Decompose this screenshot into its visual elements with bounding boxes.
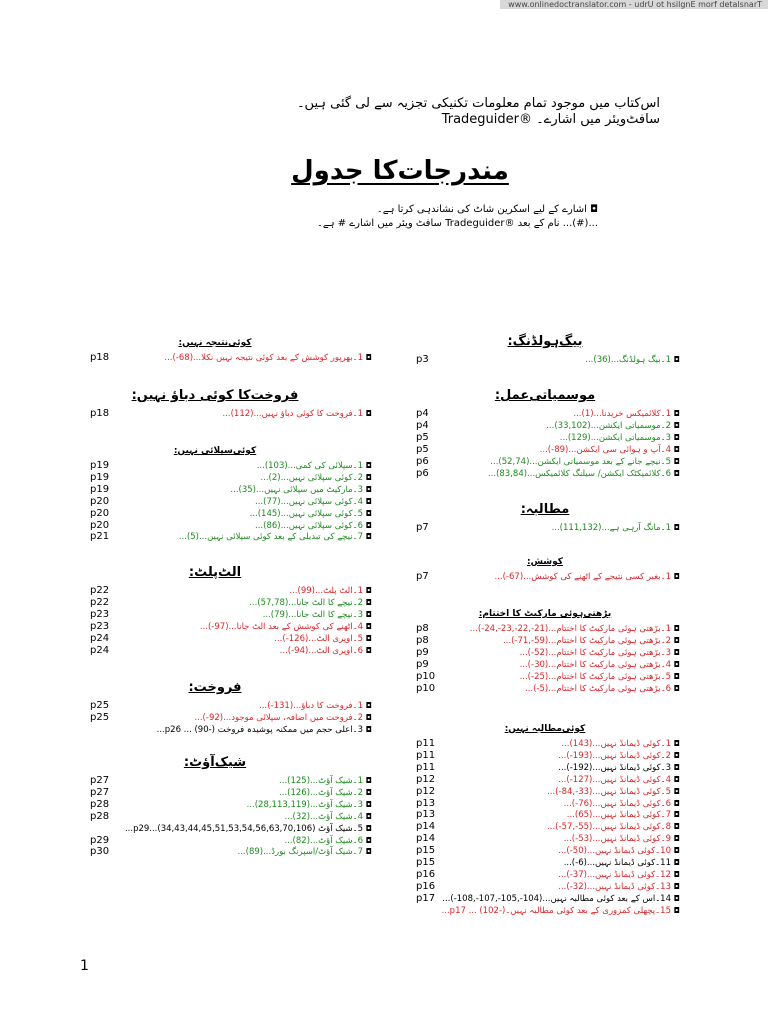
screenshot-marker-icon: ◘ <box>673 739 680 748</box>
toc-page-ref: p29 <box>90 834 110 846</box>
toc-entry-text: 1۔فروخت کا دباؤ...(131-)... <box>259 701 363 711</box>
screenshot-marker-icon: ◘ <box>673 523 680 532</box>
toc-entry[interactable] <box>284 835 372 847</box>
toc-entry-text: 13۔کوئی ڈیمانڈ نہیں...(32-)... <box>558 881 671 892</box>
screenshot-marker-icon: ◘ <box>673 858 680 867</box>
toc-page-ref: p16 <box>416 868 436 880</box>
toc-entry-text: 1۔بڑھتی ہوئی مارکیٹ کا اختتام...(21-,22-,23-,24-)... <box>469 624 671 634</box>
toc-page-ref: p24 <box>90 644 110 656</box>
toc-page-ref: p23 <box>90 608 110 620</box>
toc-entry[interactable] <box>250 508 372 520</box>
screenshot-marker-icon: ◘ <box>365 353 372 362</box>
toc-page-ref: p20 <box>90 507 110 519</box>
screenshot-marker-icon: ◘ <box>673 444 680 454</box>
left-section-title: کوئی‌نتیجہ نہیں: <box>178 338 252 348</box>
right-section-title: بڑھتی‌ہوئی مارکیٹ کا اختتام: <box>478 609 612 619</box>
toc-entry[interactable] <box>247 799 372 811</box>
toc-entry[interactable] <box>564 857 680 869</box>
toc-entry[interactable] <box>564 833 680 845</box>
toc-entry-text: 1۔بیگ ہولڈنگ...(36)... <box>585 355 671 365</box>
toc-entry-text: 7۔کوئی ڈیمانڈ نہیں...(65)... <box>566 810 671 821</box>
screenshot-marker-icon: ◘ <box>673 846 680 856</box>
screenshot-marker-icon: ◘ <box>673 659 680 669</box>
toc-page-ref: p11 <box>416 749 436 761</box>
toc-entry-text: 3۔شیک آؤٹ...(28,113,119)... <box>246 799 363 810</box>
toc-page-ref: p22 <box>90 585 110 596</box>
screenshot-marker-icon: ◘ <box>365 461 372 470</box>
screenshot-marker-icon: ◘ <box>673 355 680 364</box>
toc-entry-text: 14۔اس کے بعد کوئی مطالبہ نہیں...(104-,105-,107-,108-)... <box>442 893 671 904</box>
toc-page-ref: p11 <box>416 738 436 749</box>
toc-entry-text: 1۔الٹ پلٹ...(99)... <box>289 586 363 596</box>
right-section-title: مطالبہ: <box>520 502 570 517</box>
screenshot-marker-icon: ◘ <box>673 905 680 915</box>
screenshot-marker-icon: ◘ <box>673 786 680 796</box>
screenshot-marker-icon: ◘ <box>673 647 680 657</box>
toc-entry-text: 15۔پچھلی کمزوری کے بعد کوئی مطالبہ نہیں۔p17 ... (102-)... <box>441 905 671 916</box>
screenshot-marker-icon: ◘ <box>365 823 372 833</box>
toc-entry-text: 1۔بغیر کسی نتیجے کے اٹھنے کی کوشش...(67-)... <box>494 572 671 582</box>
toc-entry[interactable] <box>238 846 372 858</box>
toc-entry-text: 5۔شیک آؤٹ p29...(34,43,44,45,51,53,54,56,63,70,106)... <box>124 823 363 834</box>
toc-entry[interactable] <box>547 821 680 833</box>
toc-entry-text: 1۔سپلائی کی کمی...(103)... <box>256 461 363 471</box>
toc-entry[interactable] <box>259 700 372 712</box>
toc-entry-text: 4۔بڑھتی ہوئی مارکیٹ کا اختتام...(30-)... <box>519 659 671 670</box>
toc-entry-text: 2۔بڑھتی ہوئی مارکیٹ کا اختتام...(59-,71-)... <box>502 635 671 646</box>
toc-entry-text: 3۔اعلی حجم میں ممکنہ پوشیدہ فروخت p26 ... (90-)... <box>156 724 363 735</box>
toc-page-ref: p11 <box>416 761 436 773</box>
toc-entry[interactable] <box>260 472 372 484</box>
toc-entry[interactable] <box>520 659 680 671</box>
toc-entry[interactable] <box>164 352 372 364</box>
toc-page-ref: p3 <box>416 354 429 365</box>
intro-line-2: سافٹ‌ویئر میں اشارے۔ ®Tradeguider <box>441 112 660 127</box>
toc-page-ref: p28 <box>90 810 110 822</box>
screenshot-marker-icon: ◘ <box>673 834 680 844</box>
toc-entry[interactable] <box>503 635 680 647</box>
screenshot-marker-icon: ◘ <box>673 774 680 784</box>
toc-page-ref: p28 <box>90 798 110 810</box>
screenshot-marker-icon: ◘ <box>365 472 372 482</box>
toc-entry[interactable] <box>179 531 372 543</box>
toc-entry-text: 6۔کلائمیکٹک ایکشن/ سیلنگ کلائمیکس...(83,84)... <box>487 468 671 479</box>
toc-entry-text: 1۔مانگ آرہی ہے...(111,132)... <box>551 523 671 533</box>
toc-page-ref: p4 <box>416 419 429 431</box>
toc-page-ref: p15 <box>416 857 436 868</box>
screenshot-marker-icon: ◘ <box>673 762 680 772</box>
toc-entry[interactable] <box>573 408 680 420</box>
toc-entry[interactable] <box>525 683 680 695</box>
toc-entry[interactable] <box>488 468 680 480</box>
toc-entry-text: 1۔کوئی ڈیمانڈ نہیں...(143)... <box>561 739 671 749</box>
screenshot-marker-icon: ◘ <box>673 822 680 832</box>
screenshot-marker-icon: ◘ <box>365 586 372 595</box>
right-section-title: کوشش: <box>526 557 564 567</box>
toc-page-ref: p19 <box>90 460 110 471</box>
toc-page-ref: p14 <box>416 833 436 845</box>
toc-entry-text: 4۔شیک آؤٹ...(32)... <box>284 811 363 822</box>
screenshot-marker-icon: ◘ <box>365 633 372 643</box>
toc-entry-text: 2۔فروخت میں اضافہ، سپلائی موجود...(92-)... <box>194 712 363 723</box>
toc-page-ref: p19 <box>90 483 110 495</box>
right-section-title: کوئی‌مطالبہ نہیں: <box>504 724 586 734</box>
screenshot-marker-icon: ◘ <box>365 520 372 530</box>
toc-entry[interactable] <box>125 823 372 835</box>
toc-entry[interactable] <box>494 571 680 583</box>
toc-entry[interactable] <box>157 724 372 736</box>
screenshot-marker-icon: ◘ <box>365 496 372 506</box>
toc-entry-text: 5۔نیچے جانے کے بعد موسمیاتی ایکشن...(52,74)... <box>490 456 671 467</box>
toc-entry-text: 9۔کوئی ڈیمانڈ نہیں...(53-)... <box>563 834 671 845</box>
toc-page-ref: p8 <box>416 634 429 646</box>
toc-page-ref: p27 <box>90 786 110 798</box>
toc-entry[interactable] <box>279 775 372 787</box>
screenshot-marker-icon: ◘ <box>365 597 372 607</box>
toc-entry[interactable] <box>558 762 680 774</box>
toc-page-ref: p20 <box>90 495 110 507</box>
toc-page-ref: p9 <box>416 658 429 670</box>
screenshot-marker-icon: ◘ <box>673 798 680 808</box>
toc-entry[interactable] <box>547 786 680 798</box>
toc-page-ref: p18 <box>90 352 110 363</box>
toc-page-ref: p25 <box>90 700 110 711</box>
screenshot-marker-icon: ◘ <box>365 787 372 797</box>
toc-page-ref: p14 <box>416 821 436 833</box>
toc-entry-text: 4۔اٹھنے کی کوشش کے بعد الٹ جانا...(97-)... <box>199 621 363 632</box>
toc-page-ref: p7 <box>416 571 429 582</box>
toc-entry-text: 4۔کوئی ڈیمانڈ نہیں...(127-)... <box>558 774 671 785</box>
screenshot-marker-icon: ◘ <box>365 811 372 821</box>
toc-entry[interactable] <box>279 787 372 799</box>
toc-entry-text: 5۔اوپری الٹ...(126-)... <box>274 633 363 644</box>
toc-entry-text: 2۔نیچے کا الٹ جانا...(57,78)... <box>249 597 363 608</box>
toc-entry[interactable] <box>263 609 372 621</box>
toc-page-ref: p23 <box>90 620 110 632</box>
screenshot-marker-icon: ◘ <box>673 683 680 693</box>
toc-page-ref: p24 <box>90 632 110 644</box>
screenshot-marker-icon: ◘ <box>673 456 680 466</box>
toc-entry[interactable] <box>564 798 680 810</box>
toc-page-ref: p27 <box>90 775 110 786</box>
screenshot-marker-icon: ◘ <box>365 621 372 631</box>
left-section-title: فروخت‌کا کوئی دباؤ نہیں: <box>131 388 299 403</box>
toc-page-ref: p21 <box>90 531 110 543</box>
toc-page-ref: p30 <box>90 846 110 858</box>
toc-entry-text: 3۔کوئی ڈیمانڈ نہیں...(192-)... <box>558 762 671 773</box>
toc-entry-text: 3۔مارکیٹ میں سپلائی نہیں...(35)... <box>230 484 363 495</box>
toc-page-ref: p7 <box>416 522 429 533</box>
toc-entry-text: 2۔کوئی سپلائی نہیں...(2)... <box>260 472 363 483</box>
toc-entry[interactable] <box>223 408 373 420</box>
screenshot-marker-icon: ◘ <box>673 572 680 581</box>
toc-entry[interactable] <box>558 774 680 786</box>
toc-entry[interactable] <box>561 738 680 750</box>
toc-entry-text: 3۔موسمیاتی ایکشن...(129)... <box>559 432 671 443</box>
toc-page-ref: p4 <box>416 408 429 419</box>
screenshot-marker-icon: ◘ <box>365 724 372 734</box>
toc-entry-text: 5۔بڑھتی ہوئی مارکیٹ کا اختتام...(25-)... <box>519 671 671 682</box>
screenshot-marker-icon: ◘ <box>673 893 680 903</box>
note-line-1: ◘ اشارے کے لیے اسکرین شاٹ کی نشاندہی کرتا ہے۔ <box>376 204 598 215</box>
left-section-title: شیک‌آؤٹ: <box>183 755 247 770</box>
right-section-title: بیگ‌ہولڈنگ: <box>507 334 583 349</box>
toc-entry-text: 12۔کوئی ڈیمانڈ نہیں...(37-)... <box>558 869 671 880</box>
toc-page-ref: p20 <box>90 519 110 531</box>
toc-entry-text: 1۔شیک آؤٹ...(125)... <box>279 776 363 786</box>
toc-entry-text: 6۔بڑھتی ہوئی مارکیٹ کا اختتام...(5-)... <box>524 683 671 694</box>
toc-page-ref: p5 <box>416 443 429 455</box>
left-section-title: فروخت: <box>188 680 242 695</box>
toc-entry[interactable] <box>255 496 372 508</box>
page-title: مندرجات‌کا جدول <box>291 156 509 186</box>
screenshot-marker-icon: ◘ <box>365 409 372 418</box>
screenshot-marker-icon: ◘ <box>365 799 372 809</box>
toc-entry-text: 5۔کوئی سپلائی نہیں...(145)... <box>249 508 363 519</box>
toc-entry[interactable] <box>249 597 372 609</box>
toc-page-ref: p16 <box>416 880 436 892</box>
toc-page-ref: p15 <box>416 845 436 857</box>
screenshot-marker-icon: ◘ <box>365 508 372 518</box>
screenshot-marker-icon: ◘ <box>673 869 680 879</box>
screenshot-marker-icon: ◘ <box>365 835 372 845</box>
toc-entry-text: 1۔فروخت کا کوئی دباؤ نہیں...(112)... <box>222 409 363 419</box>
toc-entry[interactable] <box>470 623 680 635</box>
toc-entry[interactable] <box>442 893 680 905</box>
toc-entry[interactable] <box>200 621 372 633</box>
toc-page-ref: p12 <box>416 785 436 797</box>
toc-entry-text: 2۔شیک آؤٹ...(126)... <box>279 787 363 798</box>
note-line-2: ...(#)... نام کے بعد ®Tradeguider سافٹ ویئر میں اشارے # ہے۔ <box>316 218 598 229</box>
screenshot-marker-icon: ◘ <box>673 409 680 418</box>
toc-entry[interactable] <box>284 811 372 823</box>
toc-entry[interactable] <box>274 633 372 645</box>
left-section-title: الٹ‌پلٹ: <box>188 565 242 580</box>
toc-entry[interactable] <box>546 420 680 432</box>
toc-entry[interactable] <box>552 522 680 534</box>
toc-entry[interactable] <box>558 869 680 881</box>
screenshot-marker-icon: ◘ <box>365 701 372 710</box>
toc-page-ref: p5 <box>416 431 429 443</box>
translator-watermark: www.onlinedoctranslator.com - udrU ot hsilgnE morf detalsnarT <box>500 0 768 9</box>
toc-entry[interactable] <box>558 750 680 762</box>
screenshot-marker-icon: ◘ <box>673 468 680 478</box>
right-section-title: موسمیاتی‌عمل: <box>494 388 596 403</box>
toc-entry-text: 2۔کوئی ڈیمانڈ نہیں...(193-)... <box>558 750 671 761</box>
toc-entry-text: 4۔آپ و ہوا‌ئی سی ایکشن...(89-)... <box>539 444 671 455</box>
screenshot-marker-icon: ◘ <box>673 432 680 442</box>
toc-entry[interactable] <box>585 354 680 366</box>
toc-page-ref: p19 <box>90 471 110 483</box>
screenshot-marker-icon: ◘ <box>673 750 680 760</box>
toc-entry-text: 7۔نیچے کی تبدیلی کے بعد کوئی سپلائی نہیں...(5)... <box>178 532 363 543</box>
toc-entry[interactable] <box>490 456 680 468</box>
toc-page-ref: p10 <box>416 682 436 694</box>
toc-page-ref: p13 <box>416 797 436 809</box>
toc-entry-text: 6۔شیک آؤٹ...(82)... <box>284 835 363 846</box>
toc-page-ref: p22 <box>90 596 110 608</box>
toc-entry[interactable] <box>520 647 680 659</box>
page-number: 1 <box>80 958 89 974</box>
toc-entry-text: 7۔شیک آؤٹ/اسپرنگ بورڈ...(89)... <box>237 847 363 858</box>
toc-entry[interactable] <box>280 645 372 657</box>
toc-page-ref: p6 <box>416 455 429 467</box>
toc-page-ref: p17 <box>416 892 436 904</box>
screenshot-marker-icon: ◘ <box>365 609 372 619</box>
screenshot-marker-icon: ◘ <box>673 635 680 645</box>
left-section-title: کوئی‌سپلائی نہیں: <box>173 446 257 456</box>
toc-entry[interactable] <box>567 809 680 821</box>
toc-entry-text: 10۔کوئی ڈیمانڈ نہیں...(50-)... <box>558 846 671 857</box>
screenshot-marker-icon: ◘ <box>365 645 372 655</box>
toc-entry[interactable] <box>520 671 680 683</box>
toc-entry[interactable] <box>194 712 372 724</box>
toc-entry-text: 2۔موسمیاتی ایکشن...(33,102)... <box>546 420 671 431</box>
toc-entry-text: 6۔اوپری الٹ...(94-)... <box>279 645 363 656</box>
toc-entry[interactable] <box>558 881 680 893</box>
screenshot-marker-icon: ◘ <box>365 776 372 785</box>
toc-entry[interactable] <box>558 845 680 857</box>
screenshot-marker-icon: ◘ <box>673 671 680 681</box>
screenshot-marker-icon: ◘ <box>673 810 680 820</box>
screenshot-marker-icon: ◘ <box>673 624 680 633</box>
toc-entry-text: 11۔کوئی ڈیمانڈ نہیں...(6-)... <box>563 858 671 868</box>
toc-page-ref: p18 <box>90 408 110 419</box>
toc-entry-text: 4۔کوئی سپلائی نہیں...(77)... <box>255 496 363 507</box>
toc-page-ref: p12 <box>416 773 436 785</box>
toc-page-ref: p13 <box>416 809 436 821</box>
intro-line-1: اس‌کتاب میں موجود تمام معلومات تکنیکی تجزیہ سے لی گئی ہیں۔ <box>296 96 660 111</box>
screenshot-marker-icon: ◘ <box>673 881 680 891</box>
toc-entry-text: 6۔کوئی ڈیمانڈ نہیں...(76-)... <box>563 798 671 809</box>
screenshot-marker-icon: ◘ <box>365 484 372 494</box>
toc-entry-text: 1۔کلائمیکس خریدنا...(1)... <box>573 409 671 419</box>
toc-entry-text: 8۔کوئی ڈیمانڈ نہیں...(55-,57-)... <box>547 822 671 833</box>
toc-page-ref: p9 <box>416 646 429 658</box>
screenshot-marker-icon: ◘ <box>365 532 372 542</box>
toc-entry[interactable] <box>257 460 372 472</box>
toc-page-ref: p10 <box>416 670 436 682</box>
toc-page-ref: p6 <box>416 467 429 479</box>
screenshot-marker-icon: ◘ <box>365 847 372 857</box>
toc-entry-text: 1۔بھرپور کوشش کے بعد کوئی نتیجہ نہیں نکلا...(68-)... <box>164 353 363 363</box>
toc-entry-text: 3۔بڑھتی ہوئی مارکیٹ کا اختتام...(52-)... <box>519 647 671 658</box>
screenshot-marker-icon: ◘ <box>365 712 372 722</box>
toc-entry-text: 6۔کوئی سپلائی نہیں...(86)... <box>255 520 363 531</box>
toc-entry[interactable] <box>540 444 680 456</box>
screenshot-marker-icon: ◘ <box>673 420 680 430</box>
toc-entry[interactable] <box>560 432 680 444</box>
toc-entry[interactable] <box>442 905 680 917</box>
toc-entry-text: 5۔کوئی ڈیمانڈ نہیں...(33-,84-)... <box>547 786 671 797</box>
toc-entry[interactable] <box>289 585 372 597</box>
toc-page-ref: p8 <box>416 623 429 634</box>
toc-page-ref: p25 <box>90 711 110 723</box>
toc-entry-text: 3۔نیچے کا الٹ جانا...(79)... <box>262 609 363 620</box>
toc-entry[interactable] <box>230 484 372 496</box>
toc-entry[interactable] <box>255 520 372 532</box>
